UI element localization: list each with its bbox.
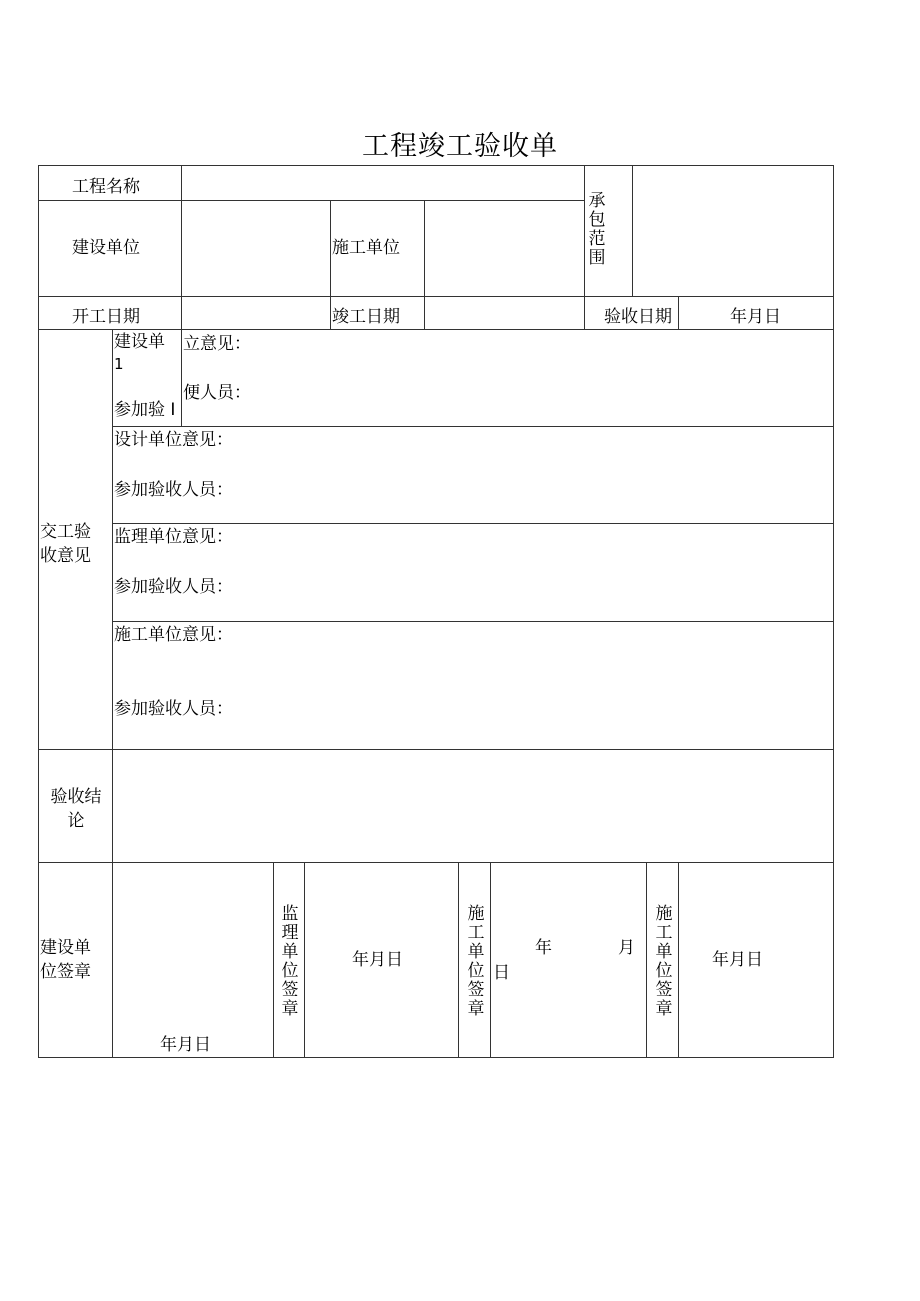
row-divider — [38, 296, 834, 297]
col-divider — [646, 862, 647, 1057]
builder-opinion-text: 立意见： — [183, 334, 251, 354]
col-divider — [304, 862, 305, 1057]
row-divider — [112, 621, 834, 622]
col-divider — [330, 200, 331, 329]
contractor-seal-label-2: 施工单位签章 — [655, 904, 673, 1019]
project-name-label: 工程名称 — [72, 177, 140, 197]
contractor-opinion-text: 施工单位意见： — [114, 625, 233, 645]
design-personnel-text: 参加验收人员： — [114, 480, 233, 500]
builder-personnel-text: 便人员： — [183, 383, 251, 403]
supervisor-seal-date: 年月日 — [352, 950, 403, 970]
supervisor-opinion-text: 监理单位意见： — [114, 527, 233, 547]
form-border-right — [833, 165, 834, 1058]
acceptance-date-value: 年月日 — [730, 307, 781, 327]
contractor-seal-day: 日 — [493, 963, 510, 983]
row-divider — [38, 200, 181, 201]
page-title: 工程竣工验收单 — [362, 131, 558, 162]
conclusion-label: 验收结论 — [50, 787, 102, 831]
contractor2-seal-date: 年月日 — [712, 950, 763, 970]
form-border-top — [38, 165, 834, 166]
form-border-bottom — [38, 1057, 834, 1058]
supervisor-personnel-text: 参加验收人员： — [114, 577, 233, 597]
row-divider — [38, 329, 834, 330]
builder-opinion-frag: 1 — [114, 355, 124, 373]
col-divider — [181, 165, 182, 329]
acceptance-form — [38, 165, 834, 1058]
col-divider — [273, 862, 274, 1057]
start-date-label: 开工日期 — [72, 307, 140, 327]
contractor-label: 施工单位 — [332, 238, 400, 258]
col-divider — [112, 329, 113, 1057]
design-opinion-text: 设计单位意见： — [114, 430, 233, 450]
builder-label: 建设单位 — [72, 238, 140, 258]
row-divider — [38, 749, 834, 750]
builder-opinion-frag: 建设单 — [114, 332, 165, 352]
contractor-seal-month: 月 — [618, 938, 635, 958]
contractor-seal-label: 施工单位签章 — [467, 904, 485, 1019]
builder-opinion-frag: 参加验 I — [114, 400, 176, 420]
row-divider — [181, 200, 585, 201]
scope-label: 承包范围 — [588, 191, 606, 268]
form-border-left — [38, 165, 39, 1058]
builder-seal-date: 年月日 — [160, 1035, 211, 1055]
col-divider — [678, 296, 679, 329]
contractor-seal-year: 年 — [535, 938, 552, 958]
builder-seal-label: 建设单位签章 — [40, 938, 91, 982]
col-divider — [632, 165, 633, 296]
col-divider — [584, 165, 585, 329]
col-divider — [458, 862, 459, 1057]
handover-opinion-label: 交工验收意见 — [40, 522, 91, 566]
col-divider — [181, 329, 182, 426]
completion-date-label: 竣工日期 — [332, 307, 400, 327]
acceptance-date-label: 验收日期 — [604, 307, 672, 327]
supervisor-seal-label: 监理单位签章 — [281, 904, 299, 1019]
col-divider — [424, 200, 425, 329]
row-divider — [112, 523, 834, 524]
row-divider — [112, 426, 834, 427]
contractor-personnel-text: 参加验收人员： — [114, 699, 233, 719]
col-divider — [490, 862, 491, 1057]
col-divider — [678, 862, 679, 1057]
row-divider — [38, 862, 834, 863]
